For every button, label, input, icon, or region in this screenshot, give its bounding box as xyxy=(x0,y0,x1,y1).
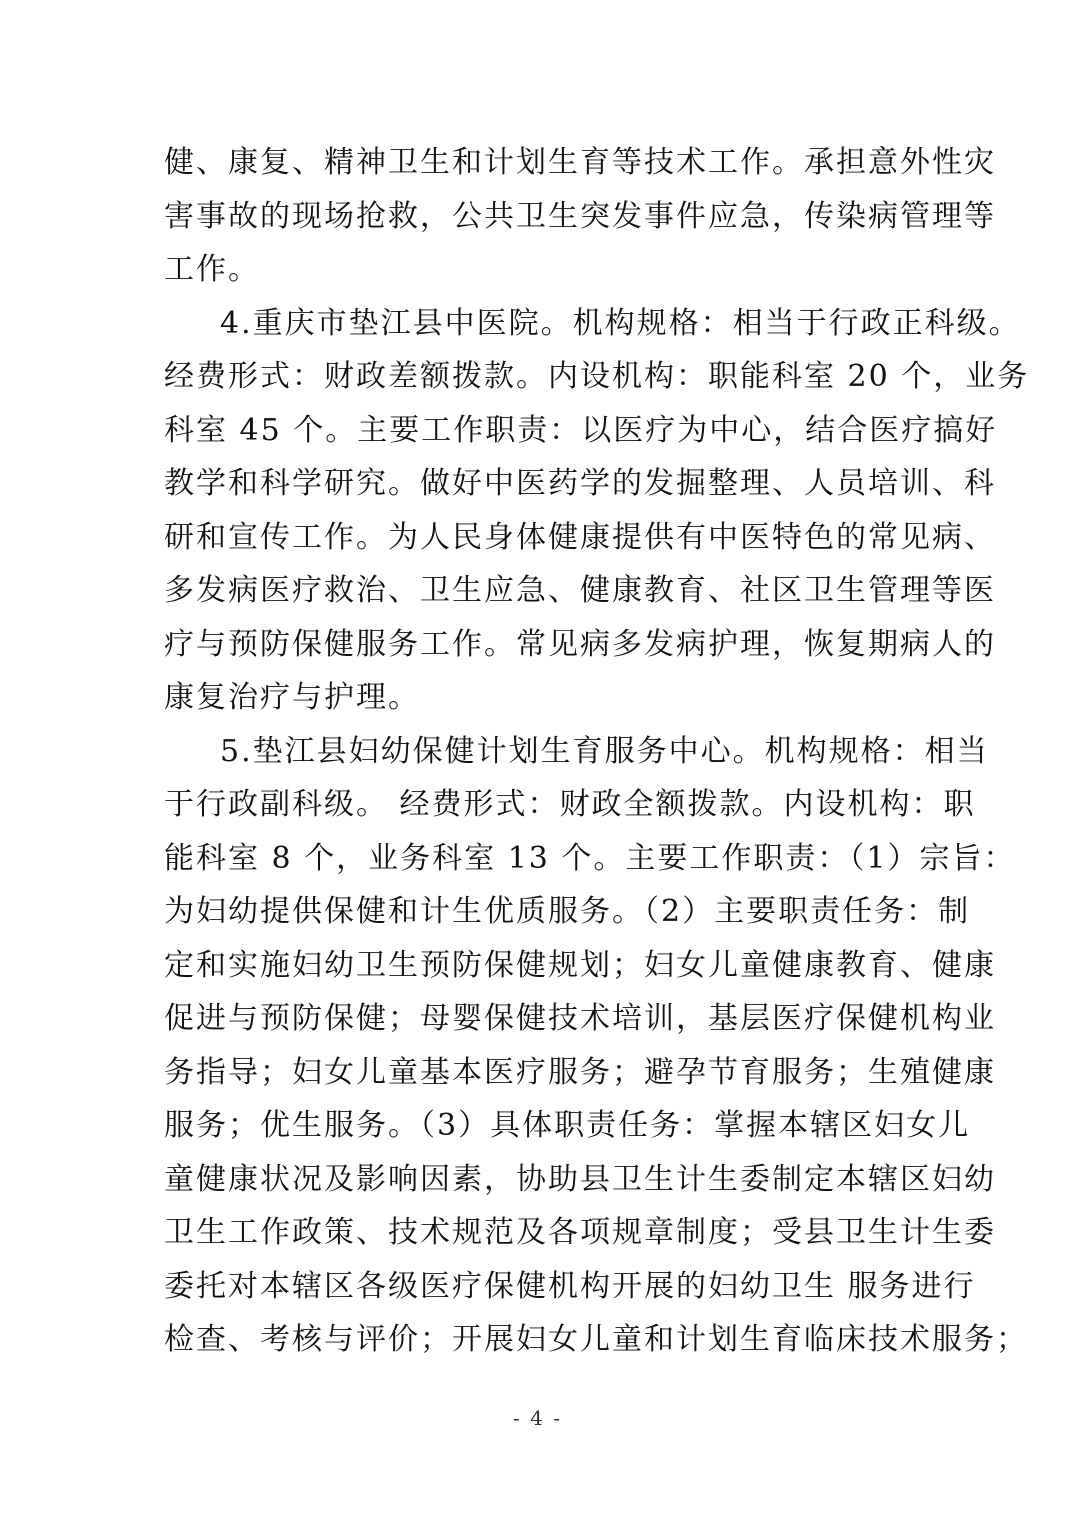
text-line: 害事故的现场抢救，公共卫生突发事件应急，传染病管理等 xyxy=(164,198,996,234)
text-line: 5.垫江县妇幼保健计划生育服务中心。机构规格：相当 xyxy=(220,733,989,769)
text-line: 科室 45 个。主要工作职责：以医疗为中心，结合医疗搞好 xyxy=(164,412,998,448)
text-line: 童健康状况及影响因素，协助县卫生计生委制定本辖区妇幼 xyxy=(164,1161,996,1197)
text-line: 教学和科学研究。做好中医药学的发掘整理、人员培训、科 xyxy=(164,466,996,501)
text-line: 4.重庆市垫江县中医院。机构规格：相当于行政正科级。 xyxy=(220,305,1021,341)
paragraph xyxy=(164,725,1028,1367)
body-text xyxy=(164,136,1030,1367)
text-line: 检查、考核与评价；开展妇女儿童和计划生育临床技术服务； xyxy=(164,1322,1028,1357)
text-line: 多发病医疗救治、卫生应急、健康教育、社区卫生管理等医 xyxy=(164,573,996,608)
text-line: 务指导；妇女儿童基本医疗服务；避孕节育服务；生殖健康 xyxy=(164,1054,996,1090)
text-line: 康复治疗与护理。 xyxy=(164,680,420,715)
paragraph xyxy=(164,297,1030,725)
text-line: 服务；优生服务。（3）具体职责任务：掌握本辖区妇女儿 xyxy=(164,1108,971,1143)
text-line: 定和实施妇幼卫生预防保健规划；妇女儿童健康教育、健康 xyxy=(164,947,996,983)
page-number: - 4 - xyxy=(513,1406,562,1430)
paragraph xyxy=(164,136,996,297)
text-line: 为妇幼提供保健和计生优质服务。（2）主要职责任务：制 xyxy=(164,894,971,929)
text-line: 健、康复、精神卫生和计划生育等技术工作。承担意外性灾 xyxy=(164,145,996,180)
text-line: 能科室 8 个，业务科室 13 个。主要工作职责：（1）宗旨： xyxy=(164,840,1016,876)
text-line: 研和宣传工作。为人民身体健康提供有中医特色的常见病、 xyxy=(164,519,996,555)
text-line: 于行政副科级。 经费形式：财政全额拨款。内设机构：职 xyxy=(164,787,976,822)
text-line: 卫生工作政策、技术规范及各项规章制度；受县卫生计生委 xyxy=(164,1215,996,1250)
text-line: 委托对本辖区各级医疗保健机构开展的妇幼卫生 服务进行 xyxy=(164,1268,976,1304)
text-line: 疗与预防保健服务工作。常见病多发病护理，恢复期病人的 xyxy=(164,626,996,662)
text-line: 经费形式：财政差额拨款。内设机构：职能科室 20 个，业务 xyxy=(164,359,1030,394)
text-line: 工作。 xyxy=(164,252,260,287)
text-line: 促进与预防保健；母婴保健技术培训，基层医疗保健机构业 xyxy=(164,1001,996,1036)
